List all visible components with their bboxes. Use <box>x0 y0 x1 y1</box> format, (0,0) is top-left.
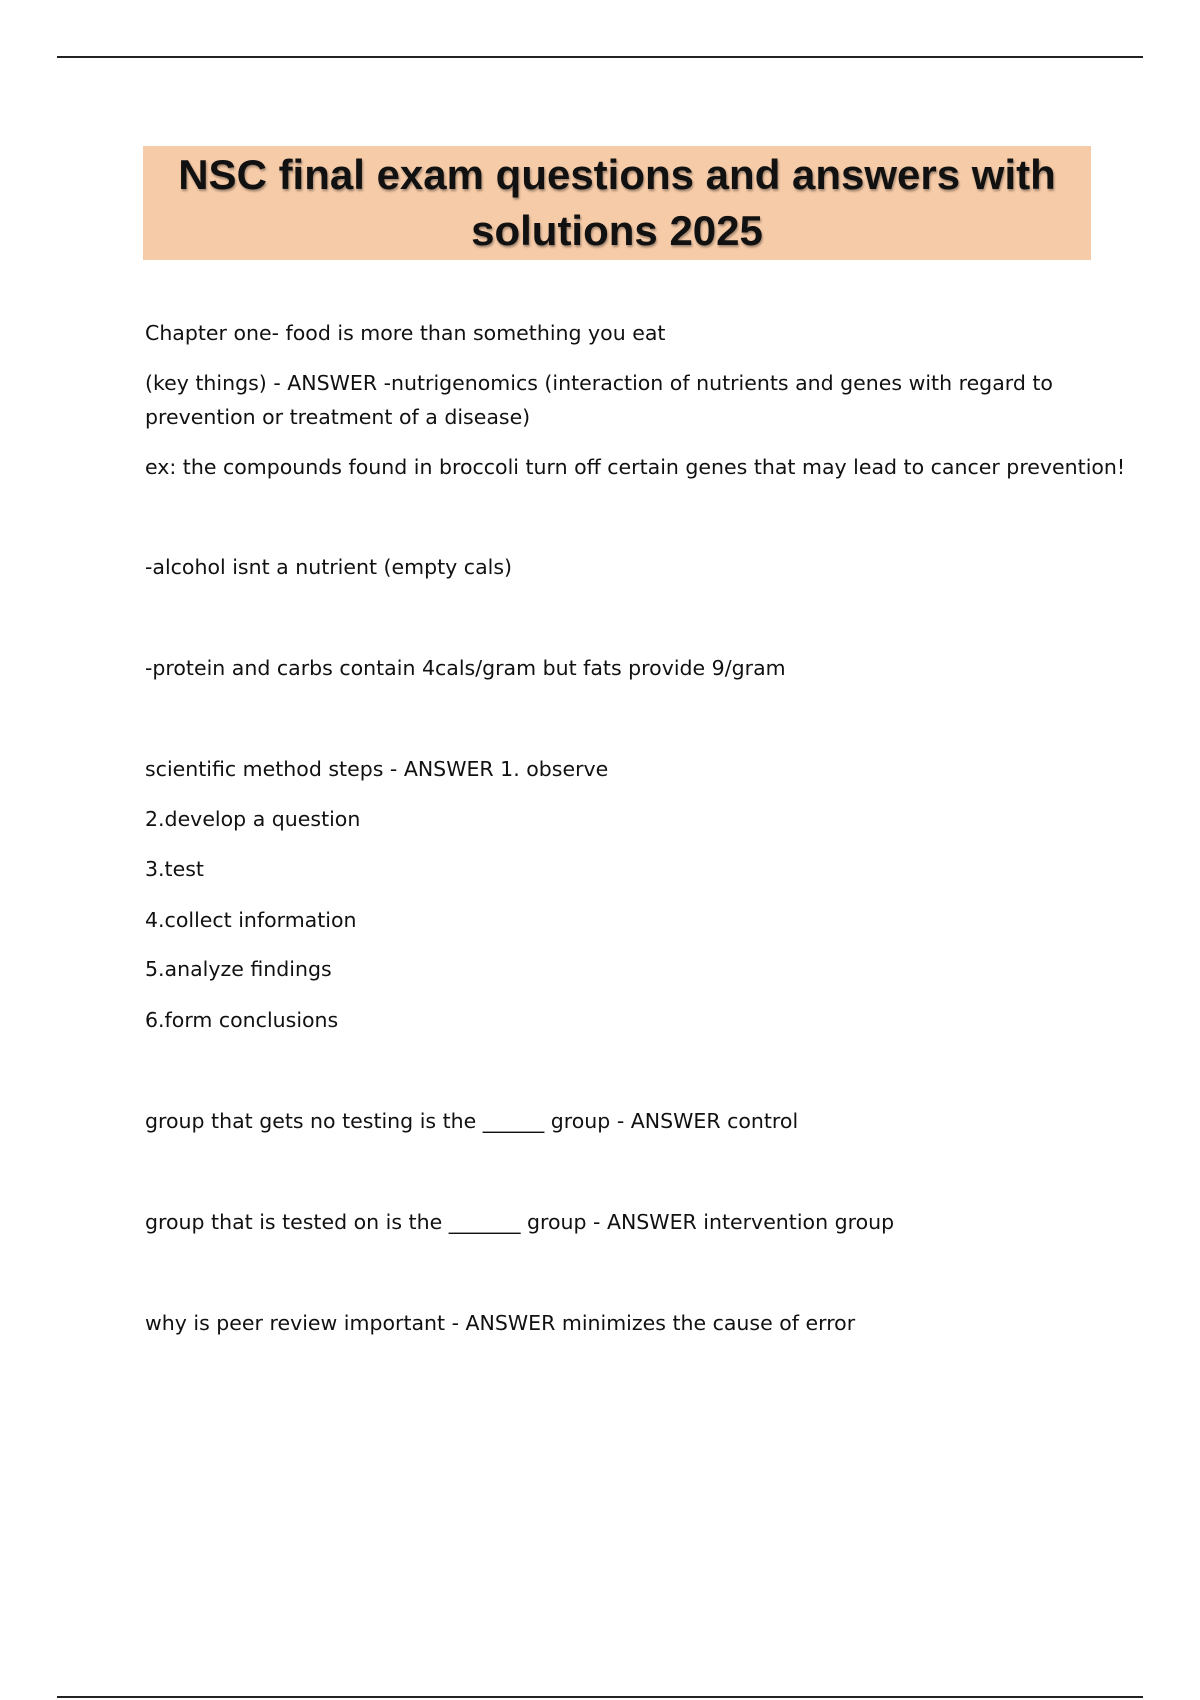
header-rule <box>57 56 1143 58</box>
step-5: 5.analyze findings <box>145 957 332 981</box>
control-group-question: group that gets no testing is the ______ group - ANSWER control <box>145 1109 799 1133</box>
step-4: 4.collect information <box>145 908 357 932</box>
title-line-2: solutions 2025 <box>471 207 763 254</box>
alcohol-note: -alcohol isnt a nutrient (empty cals) <box>145 555 513 579</box>
footer-rule <box>57 1696 1143 1698</box>
peer-review-question: why is peer review important - ANSWER minimizes the cause of error <box>145 1311 856 1335</box>
step-2: 2.develop a question <box>145 807 361 831</box>
scientific-method-question: scientific method steps - ANSWER 1. observe <box>145 757 609 781</box>
calories-note: -protein and carbs contain 4cals/gram but fats provide 9/gram <box>145 656 786 680</box>
step-6: 6.form conclusions <box>145 1008 339 1032</box>
key-things-answer: (key things) - ANSWER -nutrigenomics (interaction of nutrients and genes with regard to <box>145 371 1053 395</box>
intervention-group-question: group that is tested on is the _______ group - ANSWER intervention group <box>145 1210 895 1234</box>
step-3: 3.test <box>145 857 204 881</box>
key-things-answer-cont: prevention or treatment of a disease) <box>145 405 531 429</box>
title-line-1: NSC final exam questions and answers with <box>178 151 1056 198</box>
chapter-heading: Chapter one- food is more than something you eat <box>145 321 666 345</box>
broccoli-example: ex: the compounds found in broccoli turn off certain genes that may lead to cancer prevention! <box>145 455 1126 479</box>
title-banner <box>143 146 1091 260</box>
document-title <box>178 147 1056 259</box>
